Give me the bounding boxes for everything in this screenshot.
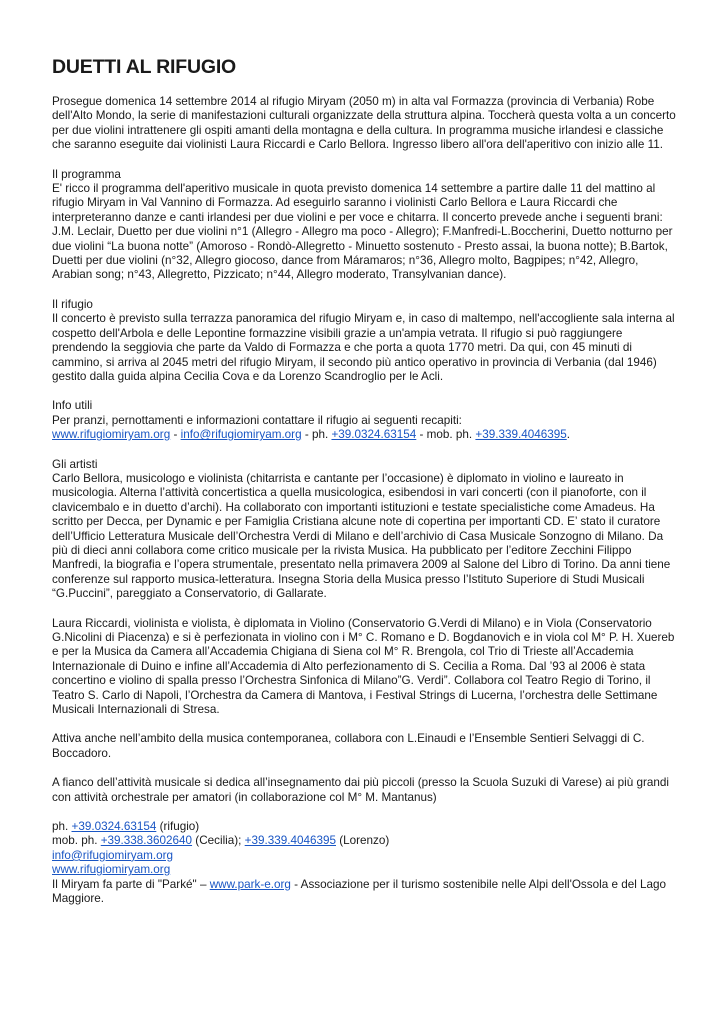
rifugio-heading: Il rifugio bbox=[52, 297, 93, 311]
riccardi-bio: Laura Riccardi, violinista e violista, è diplomata in Violino (Conservatorio G.Verdi di Milano) e in Viola (Conservatorio G.Nicolini di Piacenza) e si è perfezionata in violino con i M° C. Romano e D. Bogdanovich e in viola col M° P. H. Xuereb e per la Musica da Camera all’Accademia Chigiana di Siena col M° R. Brengola, col Trio di Trieste all’Accademia Internazionale di Duino e infine all’Accademia di Alto perfezionamento di S. Cecilia a Roma. Dal ’93 al 2006 è stata concertino e violino di spalla presso l’Orchestra Sinfonica di Milano”G. Verdi”. Collabora col Teatro Regio di Torino, il Teatro S. Carlo di Napoli, l’Orchestra da Camera di Mantova, i Festival Strings di Lucerna, l’orchestra delle Settimane Musicali Internazionali di Stresa. bbox=[52, 616, 675, 717]
contatti-section bbox=[52, 820, 680, 906]
contact-website-link[interactable]: www.rifugiomiryam.org bbox=[52, 863, 171, 877]
parke-link[interactable]: www.park-e.org bbox=[209, 877, 291, 891]
page-title: DUETTI AL RIFUGIO bbox=[52, 56, 237, 78]
info-separator: - bbox=[170, 428, 181, 442]
rifugio-section bbox=[52, 298, 680, 384]
intro-paragraph: Prosegue domenica 14 settembre 2014 al rifugio Miryam (2050 m) in alta val Formazza (provincia di Verbania) Robe dell'Alto Mondo, la serie di manifestazioni culturali organizzate della struttura alpina. Toccherà questa volta a un concerto per due violini intrattenere gli ospiti amanti della montagna e della cultura. In programma musiche irlandesi e classiche che saranno eseguite dai violinisti Laura Riccardi e Carlo Bellora. Ingresso libero all'ora dell'aperitivo con inizio alle 11. bbox=[52, 95, 676, 152]
contact-mobile-lorenzo-link[interactable]: +39.339.4046395 bbox=[244, 834, 336, 848]
email-link[interactable]: info@rifugiomiryam.org bbox=[180, 428, 302, 442]
contact-mobile-cecilia-note: (Cecilia); bbox=[192, 834, 245, 848]
info-section bbox=[52, 399, 680, 442]
contact-email-link[interactable]: info@rifugiomiryam.org bbox=[52, 848, 173, 862]
info-end: . bbox=[566, 428, 570, 442]
artisti-heading: Gli artisti bbox=[52, 457, 98, 471]
mobile-link[interactable]: +39.339.4046395 bbox=[475, 428, 567, 442]
artisti-section bbox=[52, 458, 680, 602]
info-mobile-label: - mob. ph. bbox=[416, 428, 476, 442]
programma-section bbox=[52, 168, 680, 283]
contact-mobile-cecilia-link[interactable]: +39.338.3602640 bbox=[100, 834, 193, 848]
bellora-bio: Carlo Bellora, musicologo e violinista (chitarrista e cantante per l’occasione) è diplomato in violino e laureato in musicologia. Alterna l’attività concertistica a quella musicologica, esibendosi in vari concerti (con il pianoforte, con il clavicembalo e in duetto d’archi). Ha collaborato con importanti istituzioni e testate specialistiche come Amadeus. Ha scritto per Decca, per Dynamic e per Famiglia Cristiana alcune note di copertina per importanti CD. E’ stato il curatore dell’Ufficio Letteratura Musicale dell’Orchestra Verdi di Milano e dell’archivio di Casa Musicale Sonzogno di Milano. Da più di dieci anni collabora come critico musicale per la rivista Musica. Ha pubblicato per l’editore Zecchini Filippo Manfredi, la biografia e l’opera strumentale, presentato nella primavera 2009 al Salone del Libro di Torino. Da anni tiene conferenze sul rapporto musica-letteratura. Insegna Storia della Musica presso l’Istituto Superiore di Studi Musicali “G.Puccini”, pareggiato a Conservatorio, di Gallarate. bbox=[52, 471, 671, 601]
contact-mobile-label: mob. ph. bbox=[52, 834, 101, 848]
contact-phone-label: ph. bbox=[52, 820, 72, 834]
programma-heading: Il programma bbox=[52, 167, 121, 181]
info-heading: Info utili bbox=[52, 399, 93, 413]
phone-link[interactable]: +39.0324.63154 bbox=[331, 428, 417, 442]
rifugio-body: Il concerto è previsto sulla terrazza panoramica del rifugio Miryam e, in caso di maltempo, nell'accogliente sala interna al cospetto dell'Arbola e delle Lepontine formazzine visibili grazie a un'ampia vetrata. Il rifugio si può raggiungere prendendo la seggiovia che parte da Valdo di Formazza e che porta a quota 1770 metri. Da qui, con 45 minuti di cammino, si arriva al 2045 metri del rifugio Miryam, il secondo più antico operativo in provincia di Verbania (dal 1946) gestito dalla guida alpina Cecilia Cova e da Lorenzo Scandroglio per le Acli. bbox=[52, 312, 675, 383]
programma-body: E' ricco il programma dell'aperitivo musicale in quota previsto domenica 14 settembre a partire dalle 11 del mattino al rifugio Miryam in Val Vannino di Formazza. Ad eseguirlo saranno i violinisti Carlo Bellora e Laura Riccardi che interpreteranno danze e canti irlandesi per due violini e per voce e chitarra. Il concerto prevede anche i seguenti brani: J.M. Leclair, Duetto per due violini n°1 (Allegro - Allegro ma poco - Allegro); F.Manfredi-L.Boccherini, Duetto notturno per due violini “La buona notte” (Amoroso - Rondò-Allegretto - Minuetto sostenuto - Presto assai, la buona notte); B.Bartok, Duetti per due violini (n°32, Allegro giocoso, dance from Máramaros; n°36, Allegro molto, Bagpipes; n°42, Allegro, Arabian song; n°43, Allegretto, Pizzicato; n°44, Allegro moderato, Transylvanian dance). bbox=[52, 182, 673, 282]
parke-text-pre: Il Miryam fa parte di "Parké" – bbox=[52, 877, 210, 891]
info-phone-label: - ph. bbox=[301, 428, 332, 442]
contact-phone-note: (rifugio) bbox=[156, 820, 200, 834]
contact-phone-link[interactable]: +39.0324.63154 bbox=[71, 820, 157, 834]
insegnamento-paragraph: A fianco dell’attività musicale si dedica all’insegnamento dai più piccoli (presso la Scuola Suzuki di Varese) ai più grandi con attività orchestrale per amatori (in collaborazione col M° M. Mantanus) bbox=[52, 776, 669, 804]
website-link[interactable]: www.rifugiomiryam.org bbox=[52, 428, 171, 442]
contemporanea-paragraph: Attiva anche nell’ambito della musica contemporanea, collabora con L.Einaudi e l’Ensemble Sentieri Selvaggi di C. Boccadoro. bbox=[52, 732, 645, 760]
contact-mobile-lorenzo-note: (Lorenzo) bbox=[336, 834, 390, 848]
info-text: Per pranzi, pernottamenti e informazioni contattare il rifugio ai seguenti recapiti: bbox=[52, 413, 462, 427]
document-page bbox=[52, 56, 680, 907]
parke-text-post: - Associazione per il turismo sostenibile nelle Alpi dell'Ossola e del Lago Maggiore. bbox=[52, 877, 667, 906]
